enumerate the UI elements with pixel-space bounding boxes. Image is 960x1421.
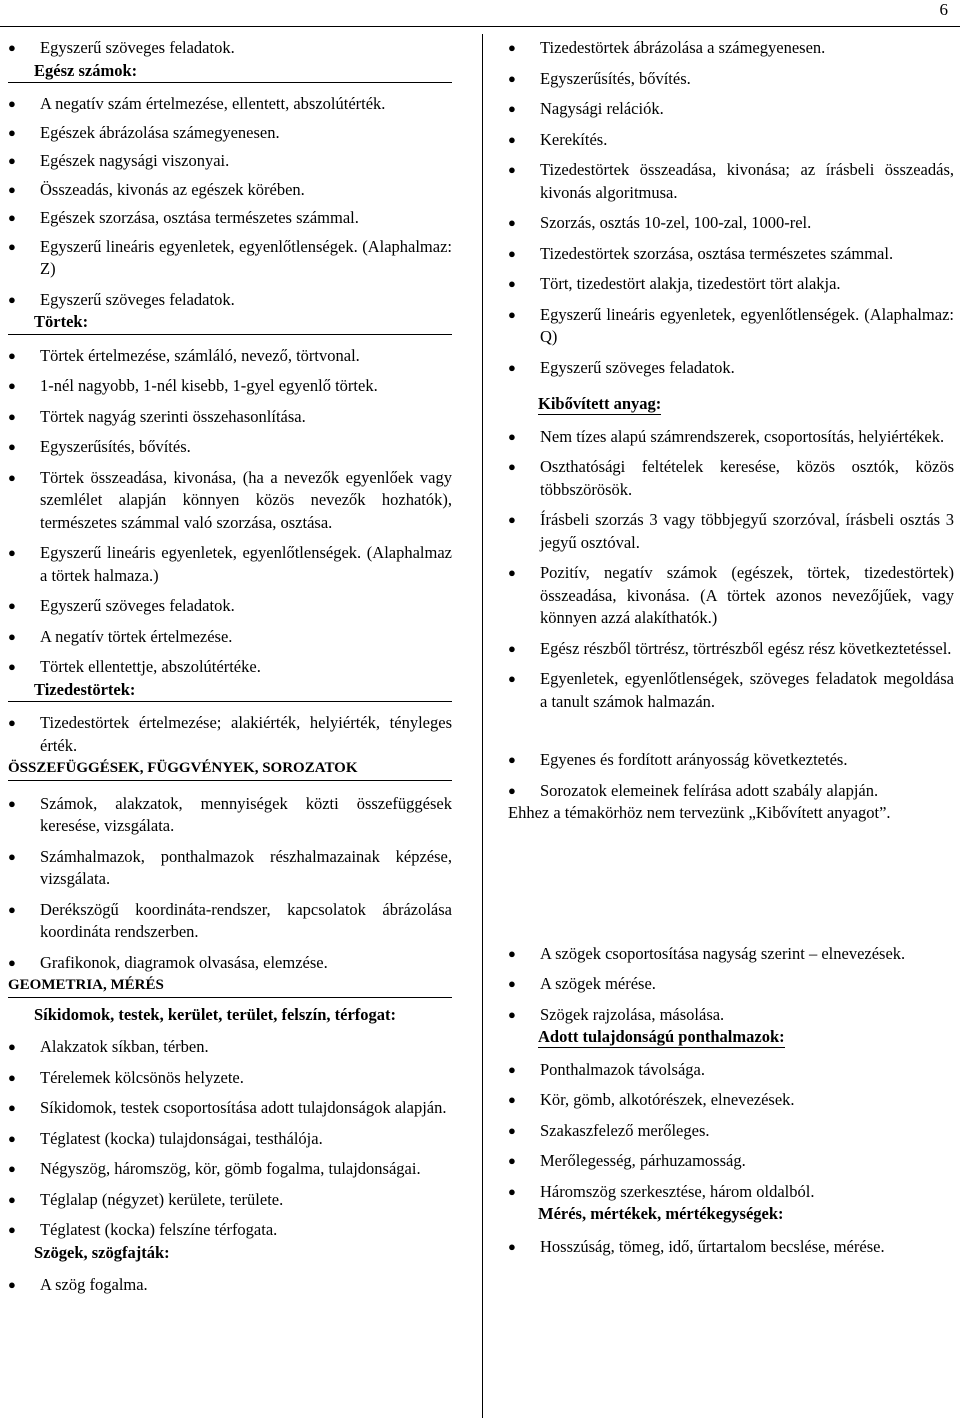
list-item-text: Összeadás, kivonás az egészek körében.: [40, 179, 305, 199]
list-item-text: Grafikonok, diagramok olvasása, elemzése.: [40, 952, 328, 972]
list-item: [8, 846, 452, 891]
bullet-icon: ●: [508, 752, 516, 767]
list-item: [8, 712, 452, 757]
bullet-icon: ●: [8, 96, 16, 111]
bullet-icon: ●: [8, 848, 16, 864]
list-item: [508, 1004, 954, 1027]
bullet-icon: ●: [508, 565, 516, 580]
list-item: [508, 159, 954, 204]
list-item-text: Téglalap (négyzet) kerülete, területe.: [40, 1189, 284, 1209]
list-item-text: Tizedestörtek összeadása, kivonása; az írásbeli összeadás, kivonás algoritmusa.: [540, 160, 954, 202]
bullet-icon: ●: [508, 1061, 516, 1077]
subsection-heading: Törtek:: [8, 311, 452, 335]
list-item-text: Törtek értelmezése, számláló, nevező, törtvonal.: [40, 345, 360, 365]
bullet-icon: ●: [508, 976, 516, 991]
bullet-icon: ●: [508, 359, 516, 375]
column-divider: [482, 34, 483, 1418]
list-item: [508, 98, 954, 121]
list-item: [8, 1274, 452, 1297]
list-item-text: Egyszerű szöveges feladatok.: [40, 596, 235, 615]
list-item-text: Egyenletek, egyenlőtlenségek, szöveges feladatok megoldása a tanult számok halmazán.: [540, 669, 954, 711]
bullet-icon: ●: [8, 659, 16, 674]
list-item-text: Négyszög, háromszög, kör, gömb fogalma, tulajdonságai.: [40, 1159, 421, 1178]
bullet-icon: ●: [8, 291, 16, 307]
section-heading: ÖSSZEFÜGGÉSEK, FÜGGVÉNYEK, SOROZATOK: [8, 757, 452, 781]
list-item: [508, 129, 954, 152]
list-item-text: Síkidomok, testek csoportosítása adott tulajdonságok alapján.: [40, 1098, 447, 1117]
list-item-text: A szög fogalma.: [40, 1275, 148, 1294]
bullet-icon: ●: [508, 512, 516, 527]
list-item: [508, 456, 954, 501]
list-item-text: Számok, alakzatok, mennyiségek közti összefüggések keresése, vizsgálata.: [40, 793, 452, 835]
bullet-icon: ●: [8, 1039, 16, 1054]
list-item-text: Térelemek kölcsönös helyzete.: [40, 1067, 244, 1087]
list-item: [8, 1067, 452, 1090]
list-item-text: Egészek ábrázolása számegyenesen.: [40, 122, 280, 142]
list-item-text: Téglatest (kocka) felszíne térfogata.: [40, 1220, 278, 1239]
list-item: [508, 749, 954, 772]
page-number: 6: [939, 0, 948, 19]
bullet-icon: ●: [508, 276, 516, 291]
list-item: [508, 973, 954, 996]
bullet-icon: ●: [8, 954, 16, 970]
list-item-text: Számhalmazok, ponthalmazok részhalmazainak képzése, vizsgálata.: [40, 846, 452, 888]
list-item: [8, 345, 452, 368]
subsection-heading: Szögek, szögfajták:: [34, 1242, 170, 1262]
bullet-icon: ●: [508, 162, 516, 177]
list-item-text: Oszthatósági feltételek keresése, közös osztók, közös többszörösök.: [540, 457, 954, 499]
bullet-icon: ●: [8, 124, 16, 140]
list-item: [508, 212, 954, 235]
list-item: [508, 668, 954, 713]
list-item-text: Hosszúság, tömeg, idő, űrtartalom becslése, mérése.: [540, 1236, 885, 1256]
list-item: [508, 1120, 954, 1143]
bullet-icon: ●: [8, 469, 16, 485]
list-item-text: Törtek nagyág szerinti összehasonlítása.: [40, 406, 306, 426]
list-item-text: Törtek ellentettje, abszolútértéke.: [40, 657, 261, 676]
list-item-text: Pozitív, negatív számok (egészek, törtek, tizedestörtek) összeadása, kivonása. (A törtek azonos nevezőjűek, vagy könnyen azzá alakíthatók.): [540, 563, 954, 627]
header-rule: [0, 26, 960, 27]
bullet-icon: ●: [508, 782, 516, 798]
bullet-icon: ●: [508, 1183, 516, 1199]
list-item: [8, 289, 452, 312]
bullet-icon: ●: [8, 347, 16, 363]
list-item-text: Egyenes és fordított arányosság következtetés.: [540, 750, 848, 769]
list-item: [8, 1189, 452, 1212]
bullet-icon: ●: [8, 181, 16, 197]
list-item: [8, 899, 452, 944]
bullet-icon: ●: [8, 238, 16, 254]
list-item: [8, 179, 452, 202]
list-item-text: Szögek rajzolása, másolása.: [540, 1004, 725, 1024]
list-item: [8, 656, 452, 679]
list-item-text: Egyszerű lineáris egyenletek, egyenlőtlenségek. (Alaphalmaz: Q): [540, 304, 954, 346]
list-item-text: Egyszerű szöveges feladatok.: [40, 38, 235, 57]
list-item-text: Egyszerűsítés, bővítés.: [40, 437, 191, 456]
subsection-heading: Kibővített anyag:: [538, 394, 662, 413]
list-item: [8, 207, 452, 230]
bullet-icon: ●: [508, 1238, 516, 1254]
bullet-icon: ●: [508, 459, 516, 474]
subsection-heading: Egész számok:: [8, 60, 452, 84]
list-item: [508, 68, 954, 91]
list-item: [508, 1181, 954, 1204]
paragraph: Ehhez a témakörhöz nem tervezünk „Kibővített anyagot”.: [508, 803, 891, 822]
list-item-text: Egész részből törtrész, törtrészből egész rész következtetéssel.: [540, 638, 952, 658]
list-item: [508, 638, 954, 661]
list-item: [508, 37, 954, 60]
list-item: [8, 952, 452, 975]
list-item: [508, 273, 954, 296]
heading-row: [508, 1026, 954, 1049]
bullet-icon: ●: [508, 131, 516, 147]
list-item: [508, 426, 954, 449]
list-item-text: Egyszerű lineáris egyenletek, egyenlőtlenségek. (Alaphalmaz: Z): [40, 236, 452, 278]
list-item-text: Nagysági relációk.: [540, 99, 664, 118]
subsection-heading: Síkidomok, testek, kerület, terület, felszín, térfogat:: [34, 1004, 397, 1024]
list-item-text: A negatív törtek értelmezése.: [40, 626, 233, 646]
list-item: [508, 562, 954, 630]
section-heading: GEOMETRIA, MÉRÉS: [8, 974, 452, 998]
list-item: [8, 467, 452, 535]
list-item: [508, 509, 954, 554]
list-item-text: Szorzás, osztás 10-zel, 100-zal, 1000-rel.: [540, 213, 812, 232]
list-item-text: Egészek szorzása, osztása természetes számmal.: [40, 208, 359, 227]
list-item-text: Háromszög szerkesztése, három oldalból.: [540, 1181, 815, 1201]
list-item-text: A szögek csoportosítása nagyság szerint – elnevezések.: [540, 943, 906, 963]
left-column: [8, 37, 452, 1297]
list-item: [508, 243, 954, 266]
bullet-icon: ●: [508, 1006, 516, 1022]
bullet-icon: ●: [8, 545, 16, 560]
list-item: [8, 595, 452, 618]
list-item-text: Egyszerű szöveges feladatok.: [40, 289, 235, 309]
list-item-text: Egyszerű lineáris egyenletek, egyenlőtlenségek. (Alaphalmaz a törtek halmaza.): [40, 543, 452, 585]
bullet-icon: ●: [8, 40, 16, 55]
list-item-text: Egyszerűsítés, bővítés.: [540, 68, 691, 88]
bullet-icon: ●: [8, 1161, 16, 1176]
bullet-icon: ●: [8, 901, 16, 917]
subsection-heading: Adott tulajdonságú ponthalmazok:: [538, 1027, 785, 1046]
bullet-icon: ●: [8, 408, 16, 424]
list-item-text: 1-nél nagyobb, 1-nél kisebb, 1-gyel egyenlő törtek.: [40, 376, 378, 395]
bullet-icon: ●: [508, 671, 516, 686]
bullet-icon: ●: [508, 428, 516, 444]
right-column: [508, 37, 954, 1258]
list-item: [8, 406, 452, 429]
list-item: [508, 1236, 954, 1259]
list-item-text: Téglatest (kocka) tulajdonságai, testhálója.: [40, 1128, 323, 1148]
bullet-icon: ●: [8, 598, 16, 613]
bullet-icon: ●: [508, 215, 516, 230]
bullet-icon: ●: [508, 945, 516, 961]
list-item-text: Sorozatok elemeinek felírása adott szabály alapján.: [540, 780, 879, 800]
list-item: [8, 1097, 452, 1120]
list-item: [8, 1036, 452, 1059]
bullet-icon: ●: [8, 1277, 16, 1292]
bullet-icon: ●: [508, 245, 516, 261]
list-item: [8, 150, 452, 173]
list-item-text: Kör, gömb, alkotórészek, elnevezések.: [540, 1090, 795, 1109]
list-item: [8, 436, 452, 459]
list-item-text: Ponthalmazok távolsága.: [540, 1059, 705, 1079]
list-item-text: Tört, tizedestört alakja, tizedestört tört alakja.: [540, 274, 841, 293]
bullet-icon: ●: [8, 1222, 16, 1237]
list-item: [8, 375, 452, 398]
list-item-text: Merőlegesség, párhuzamosság.: [540, 1151, 746, 1170]
list-item: [8, 236, 452, 281]
list-item: [8, 626, 452, 649]
list-item-text: Alakzatok síkban, térben.: [40, 1037, 209, 1056]
list-item: [8, 793, 452, 838]
bullet-icon: ●: [8, 1191, 16, 1207]
list-item: [8, 122, 452, 145]
bullet-icon: ●: [508, 70, 516, 86]
list-item-text: Egészek nagysági viszonyai.: [40, 151, 230, 170]
list-item: [508, 304, 954, 349]
list-item: [508, 780, 954, 803]
bullet-icon: ●: [508, 306, 516, 322]
bullet-icon: ●: [508, 1092, 516, 1107]
bullet-icon: ●: [508, 640, 516, 656]
list-item-text: Tizedestörtek szorzása, osztása természetes számmal.: [540, 243, 894, 263]
bullet-icon: ●: [8, 715, 16, 730]
list-item-text: Törtek összeadása, kivonása, (ha a nevezők egyenlőek vagy szemlélet alapján könnyen közös nevezők hozhatók), természetes számmal való szorzása, osztása.: [40, 467, 452, 532]
list-item: [8, 1128, 452, 1151]
list-item: [8, 542, 452, 587]
list-item: [508, 943, 954, 966]
list-item-text: Kerekítés.: [540, 129, 608, 149]
subsection-heading: Tizedestörtek:: [8, 679, 452, 703]
list-item: [508, 1150, 954, 1173]
heading-row: [508, 393, 954, 416]
list-item: [8, 37, 452, 60]
bullet-icon: ●: [8, 439, 16, 454]
bullet-icon: ●: [8, 628, 16, 644]
bullet-icon: ●: [508, 40, 516, 55]
list-item-text: A negatív szám értelmezése, ellentett, abszolútérték.: [40, 94, 386, 113]
list-item-text: Derékszögű koordináta-rendszer, kapcsolatok ábrázolása koordináta rendszerben.: [40, 899, 452, 941]
list-item-text: Írásbeli szorzás 3 vagy többjegyű szorzóval, írásbeli osztás 3 jegyű osztóval.: [540, 510, 954, 552]
bullet-icon: ●: [8, 1130, 16, 1146]
list-item: [8, 1158, 452, 1181]
bullet-icon: ●: [8, 1069, 16, 1085]
list-item-text: Egyszerű szöveges feladatok.: [540, 357, 735, 377]
bullet-icon: ●: [8, 153, 16, 168]
list-item: [508, 357, 954, 380]
bullet-icon: ●: [508, 1122, 516, 1138]
bullet-icon: ●: [508, 1153, 516, 1168]
list-item-text: A szögek mérése.: [540, 974, 656, 993]
bullet-icon: ●: [8, 1100, 16, 1115]
list-item: [508, 1089, 954, 1112]
bullet-icon: ●: [508, 101, 516, 116]
list-item: [508, 1059, 954, 1082]
bullet-icon: ●: [8, 378, 16, 393]
list-item-text: Szakaszfelező merőleges.: [540, 1120, 710, 1140]
list-item-text: Tizedestörtek ábrázolása a számegyenesen.: [540, 38, 826, 57]
list-item-text: Nem tízes alapú számrendszerek, csoportosítás, helyiértékek.: [540, 426, 945, 446]
list-item: [8, 1219, 452, 1242]
subsection-heading: Mérés, mértékek, mértékegységek:: [538, 1204, 784, 1223]
bullet-icon: ●: [8, 210, 16, 225]
bullet-icon: ●: [8, 795, 16, 811]
list-item-text: Tizedestörtek értelmezése; alakiérték, helyiérték, tényleges érték.: [40, 713, 452, 755]
list-item: [8, 93, 452, 116]
